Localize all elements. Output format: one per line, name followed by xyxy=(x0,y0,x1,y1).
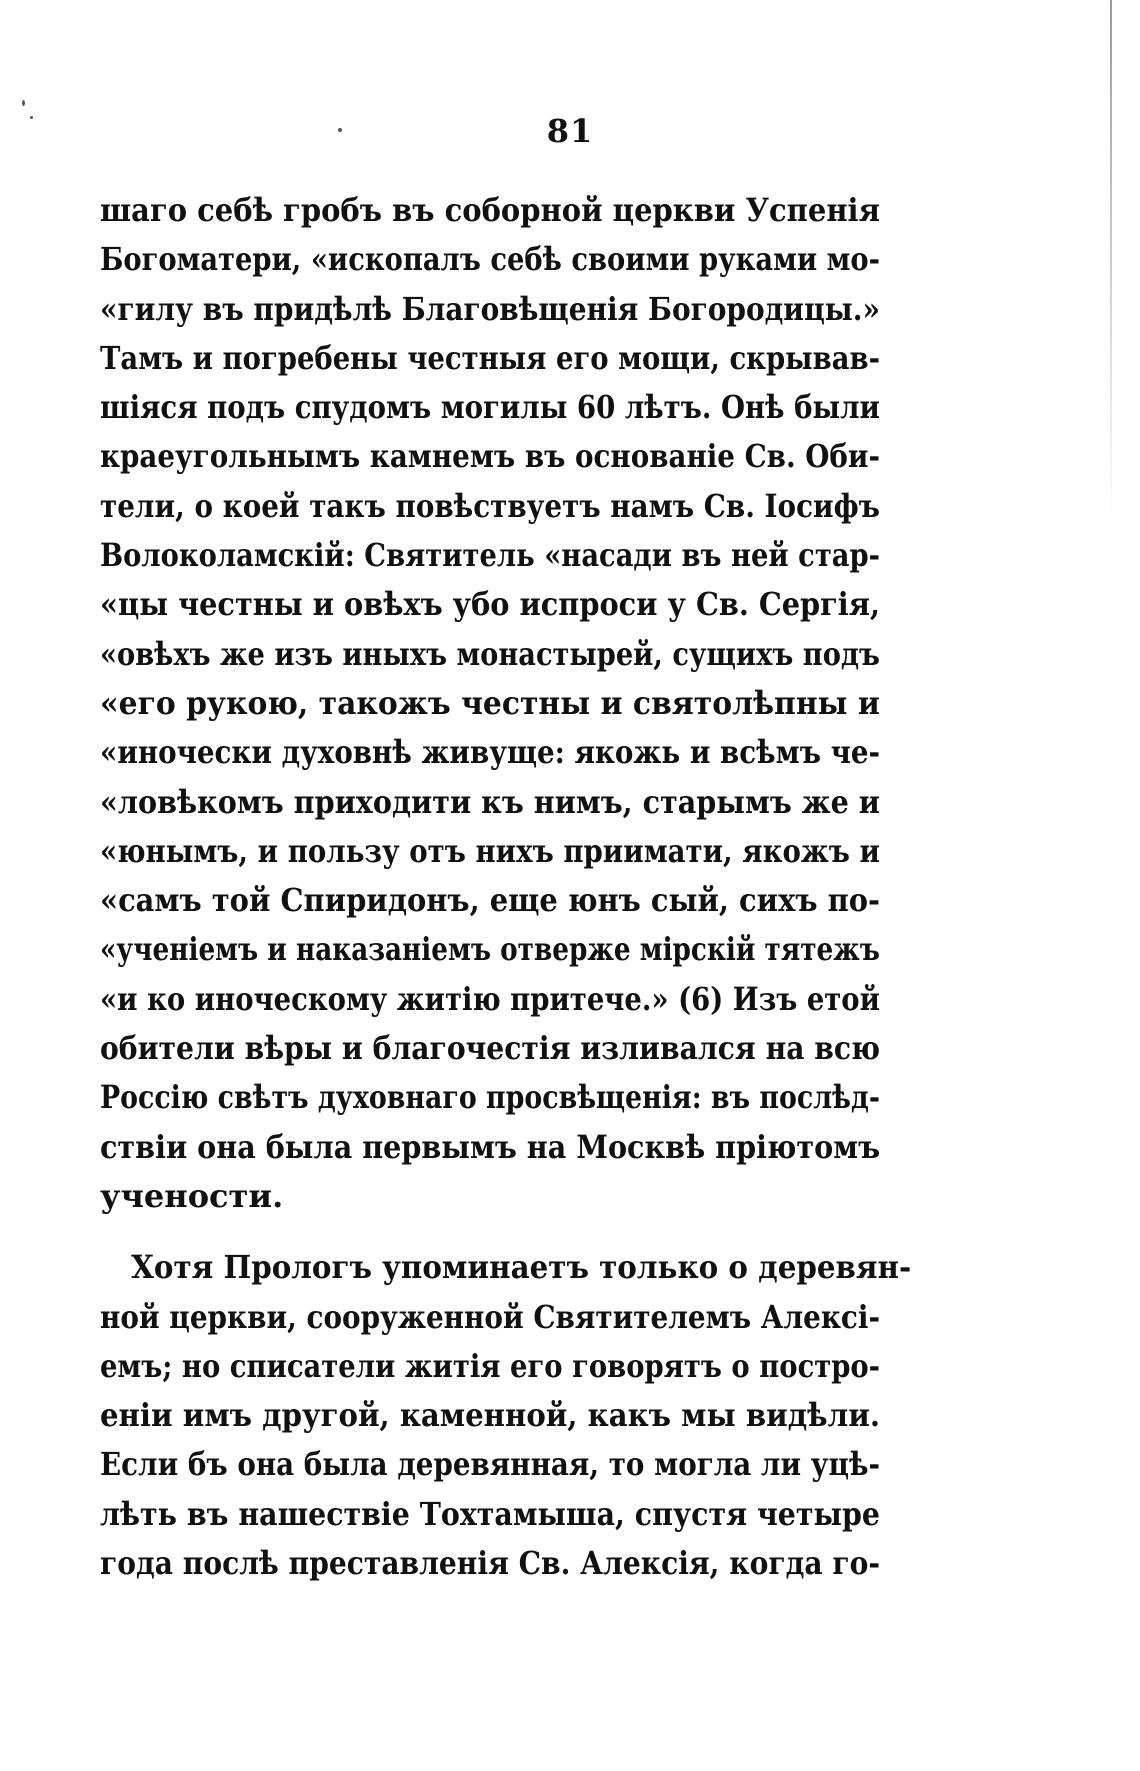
text-line: еніи имъ другой, каменной, какъ мы видѣли. xyxy=(100,1396,880,1435)
text-line: лѣть въ нашествіе Тохтамыша, спустя четыре xyxy=(100,1494,880,1533)
text-line: ной церкви, сооруженной Святителемъ Алексі- xyxy=(100,1297,881,1336)
text-line: учености. xyxy=(100,1176,284,1215)
text-line: обители вѣры и благочестія изливался на всю xyxy=(100,1029,880,1068)
body-text xyxy=(100,186,912,1588)
page-edge-shadow xyxy=(1110,0,1112,520)
text-line: «его рукою, такожъ честны и святолѣпны и xyxy=(100,683,880,722)
text-line: емъ; но списатели житія его говорятъ о постро- xyxy=(100,1346,881,1385)
paragraph-gap xyxy=(100,1221,880,1243)
text-line: Тамъ и погребены честныя его мощи, скрывав- xyxy=(100,338,880,377)
text-line: Богоматери, «ископалъ себѣ своими руками мо- xyxy=(100,240,881,279)
text-line: «иночески духовнѣ живуще: якожь и всѣмъ че- xyxy=(100,733,880,772)
text-line: Хотя Прологъ упоминаетъ только о деревян- xyxy=(131,1248,912,1287)
text-line: года послѣ преставленія Св. Алексія, когда го- xyxy=(100,1544,880,1583)
text-line: «ловѣкомъ приходити къ нимъ, старымъ же и xyxy=(100,782,881,821)
text-line: «овѣхъ же изъ иныхъ монастырей, сущихъ подъ xyxy=(100,634,880,673)
text-line: Если бъ она была деревянная, то могла ли уцѣ- xyxy=(100,1445,881,1484)
paragraph-1 xyxy=(100,186,880,1221)
scan-speck xyxy=(22,100,25,106)
text-line: «юнымъ, и пользу отъ нихъ приимати, якожъ и xyxy=(100,831,880,870)
text-line: шіяся подъ спудомъ могилы 60 лѣтъ. Онѣ были xyxy=(100,388,880,427)
text-line: «ученіемъ и наказаніемъ отверже мірскій тятежъ xyxy=(100,930,880,969)
text-line: «и ко иноческому житію притече.» (6) Изъ етой xyxy=(100,979,880,1018)
text-line: шаго себѣ гробъ въ соборной церкви Успенія xyxy=(100,191,880,229)
text-line: «цы честны и овѣхъ убо испроси у Св. Сергія, xyxy=(100,585,880,624)
text-line: краеугольнымъ камнемъ въ основаніе Св. Оби- xyxy=(100,437,881,476)
text-line: Волоколамскій: Святитель «насади въ ней стар- xyxy=(100,536,880,575)
text-line: Россію свѣтъ духовнаго просвѣщенія: въ послѣд- xyxy=(100,1078,880,1117)
text-line: ствіи она была первымъ на Москвѣ пріютомъ xyxy=(100,1127,881,1166)
page-number: 81 xyxy=(546,112,594,150)
paragraph-2 xyxy=(100,1243,912,1588)
text-line: «самъ той Спиридонъ, еще юнъ сый, сихъ по- xyxy=(100,881,881,920)
text-line: тели, о коей такъ повѣствуетъ намъ Св. Іосифъ xyxy=(100,486,880,525)
text-line: «гилу въ придѣлѣ Благовѣщенія Богородицы.» xyxy=(100,289,881,328)
